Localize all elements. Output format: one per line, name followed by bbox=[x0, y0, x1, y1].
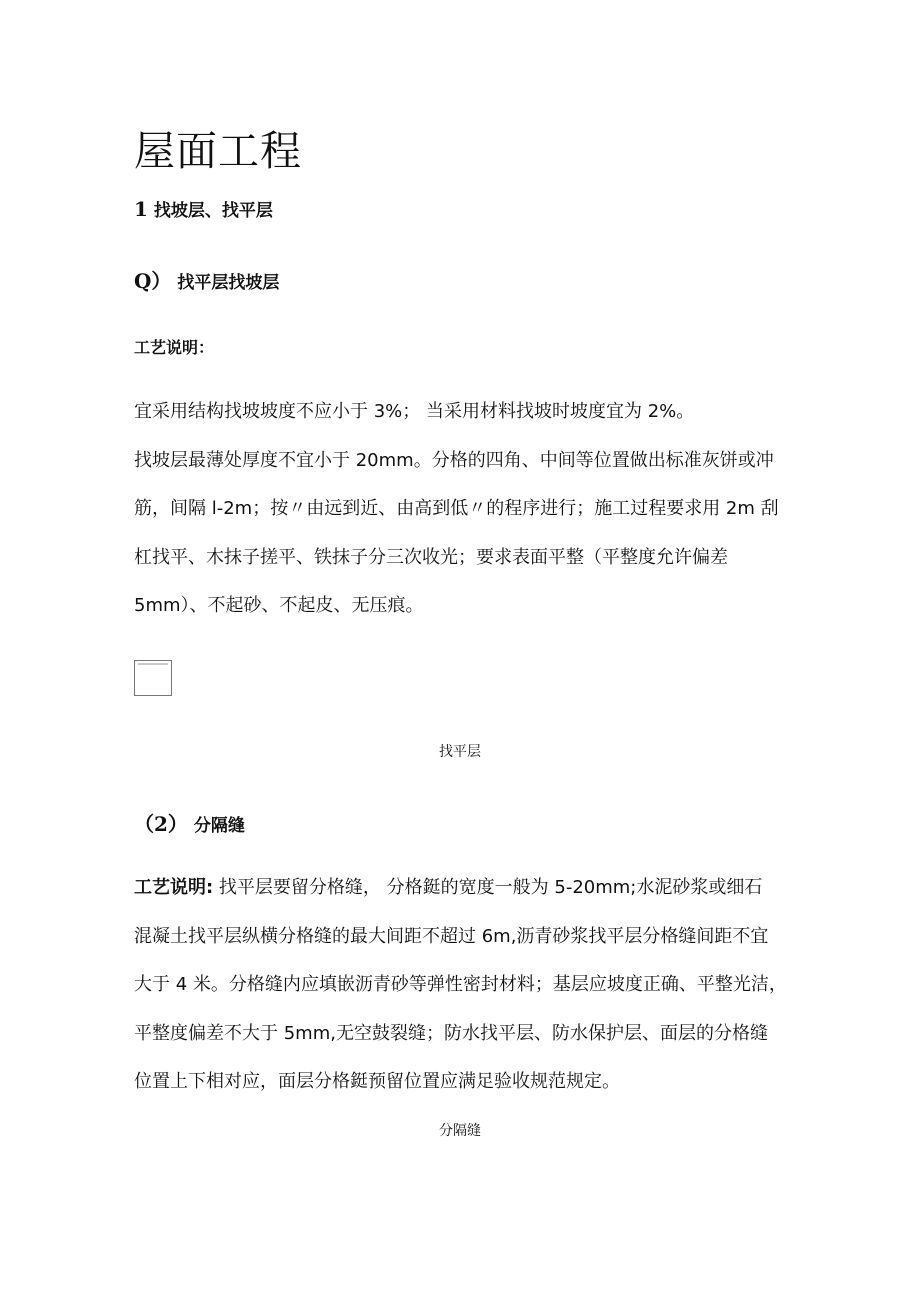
process-paragraph-1 bbox=[134, 388, 796, 631]
paragraph-line: 大于 4 米。分格缝内应填嵌沥青砂等弹性密封材料；基层应坡度正确、平整光洁， bbox=[134, 974, 787, 995]
figure-caption-1: 找平层 bbox=[439, 744, 481, 760]
broken-image-icon bbox=[134, 660, 172, 696]
section-number: 1 bbox=[134, 197, 148, 221]
paragraph-line: 筋，间隔 l-2m；按〃由远到近、由高到低〃的程序进行；施工过程要求用 2m 刮 bbox=[134, 498, 779, 519]
subsection-number: （2） bbox=[134, 812, 188, 836]
paragraph-line: 混凝土找平层纵横分格缝的最大间距不超过 6m,沥青砂浆找平层分格缝间距不宜 bbox=[134, 925, 769, 947]
process-paragraph-2 bbox=[134, 864, 796, 1107]
page-title: 屋面工程 bbox=[134, 127, 302, 175]
subsection-title: 找平层找坡层 bbox=[177, 273, 280, 293]
subsection-heading-1 bbox=[134, 265, 279, 294]
section-heading-1 bbox=[134, 196, 273, 221]
process-label: 工艺说明: bbox=[134, 877, 214, 898]
paragraph-text: 找平层要留分格缝， 分格鋌的宽度一般为 5-20mm;水泥砂浆或细石 bbox=[213, 877, 763, 898]
paragraph-line: 宜采用结构找坡坡度不应小于 3%； 当采用材料找坡时坡度宜为 2%。 bbox=[134, 401, 695, 422]
process-label: 工艺说明： bbox=[134, 338, 215, 357]
section-title: 找坡层、找平层 bbox=[153, 201, 273, 221]
figure-caption-2: 分隔缝 bbox=[439, 1123, 481, 1139]
paragraph-line: 找坡层最薄处厚度不宜小于 20mm。分格的四角、中间等位置做出标准灰饼或冲 bbox=[134, 449, 774, 471]
paragraph-line: 位置上下相对应，面层分格鋌预留位置应满足验收规范规定。 bbox=[134, 1071, 620, 1092]
subsection-title: 分隔缝 bbox=[193, 816, 245, 836]
subsection-heading-2 bbox=[134, 808, 245, 837]
paragraph-line: 杠找平、木抹子搓平、铁抹子分三次收光；要求表面平整（平整度允许偏差 bbox=[134, 546, 728, 568]
paragraph-line bbox=[134, 864, 796, 913]
subsection-number: Q） bbox=[134, 269, 172, 293]
paragraph-line: 5mm）、不起砂、不起皮、无压痕。 bbox=[134, 595, 424, 616]
paragraph-line: 平整度偏差不大于 5mm,无空鼓裂缝；防水找平层、防水保护层、面层的分格缝 bbox=[134, 1022, 768, 1044]
